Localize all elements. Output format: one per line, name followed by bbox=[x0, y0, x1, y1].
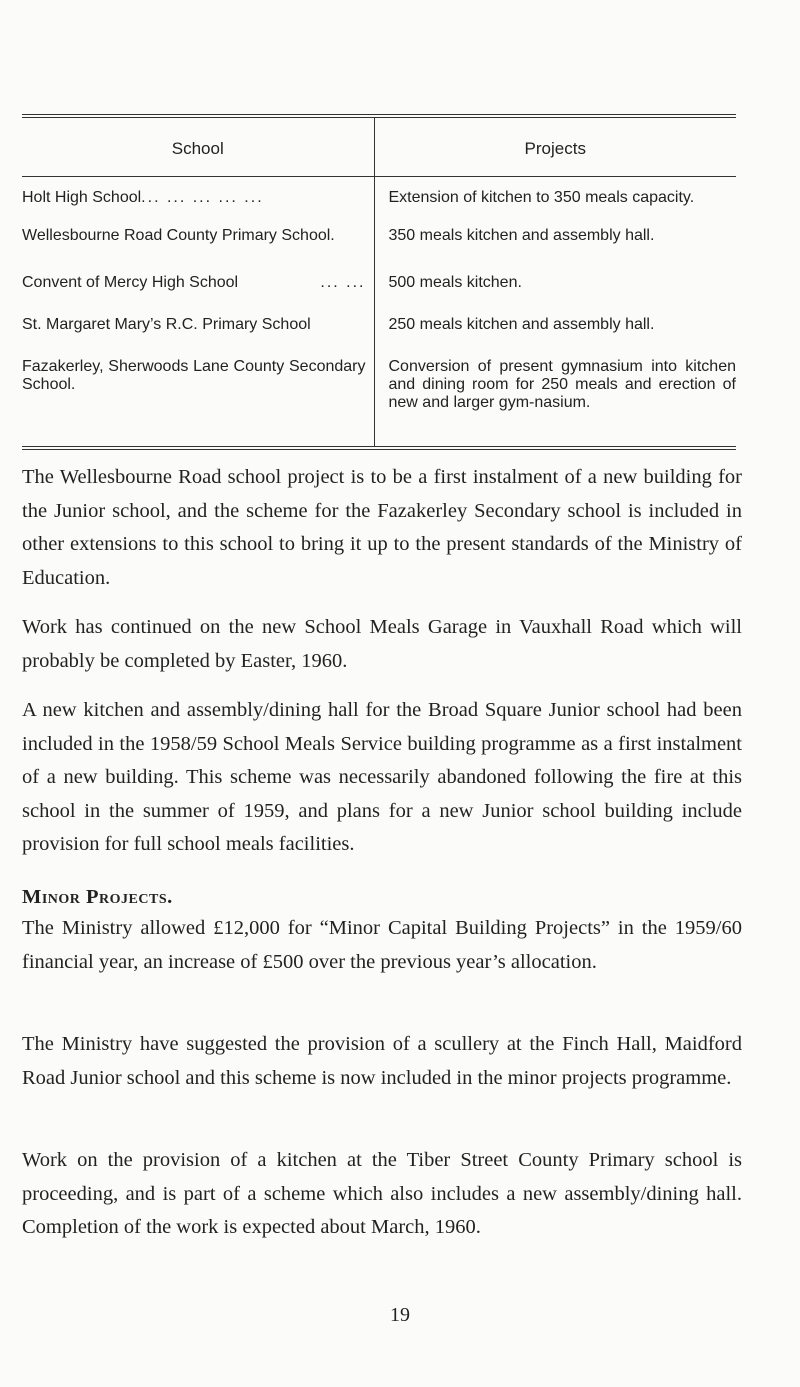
school-cell: Fazakerley, Sherwoods Lane County Secondary School. bbox=[22, 358, 374, 446]
school-cell: St. Margaret Mary’s R.C. Primary School bbox=[22, 316, 374, 358]
school-name: Holt High School bbox=[22, 189, 142, 206]
projects-table bbox=[22, 114, 736, 450]
project-cell: Conversion of present gymnasium into kitchen and dining room for 250 meals and erection of new and larger gym-nasium. bbox=[388, 358, 736, 411]
paragraph: Work has continued on the new School Meals Garage in Vauxhall Road which will probably be completed by Easter, 1960. bbox=[22, 616, 742, 672]
table-row bbox=[22, 274, 736, 316]
paragraph: The Ministry have suggested the provision of a scullery at the Finch Hall, Maidford Road Junior school and this scheme is now included in the minor projects programme. bbox=[22, 1033, 742, 1089]
section-heading: Minor Projects. bbox=[22, 886, 173, 908]
table-bottom-rule bbox=[22, 446, 736, 450]
project-cell: Extension of kitchen to 350 meals capacity. bbox=[388, 189, 695, 206]
table-header-row bbox=[22, 118, 736, 177]
dot-leader: ... ... bbox=[320, 274, 366, 291]
school-name: Convent of Mercy High School bbox=[22, 274, 239, 291]
table-row bbox=[22, 177, 736, 228]
project-cell: 500 meals kitchen. bbox=[388, 274, 522, 291]
table-row bbox=[22, 227, 736, 274]
school-cell bbox=[22, 274, 366, 292]
paragraph: Work on the provision of a kitchen at the Tiber Street County Primary school is proceeding, and is part of a scheme which also includes a new assembly/dining hall. Completion of the work is expected about March, 1960. bbox=[22, 1149, 742, 1239]
dot-leader: ... ... ... ... ... bbox=[141, 189, 264, 206]
school-cell bbox=[22, 189, 366, 207]
paragraph: The Wellesbourne Road school project is to be a first instalment of a new building for the Junior school, and the scheme for the Fazakerley Secondary school is included in other extensions to this school to bring it up to the present standards of the Ministry of Education. bbox=[22, 466, 742, 589]
page-number: 19 bbox=[390, 1304, 410, 1326]
paragraph: A new kitchen and assembly/dining hall for the Broad Square Junior school had been included in the 1958/59 School Meals Service building programme as a first instalment of a new building. This scheme was necessarily abandoned following the fire at this school in the summer of 1959, and plans for a new Junior school building include provision for full school meals facilities. bbox=[22, 699, 742, 856]
paragraph: The Ministry allowed £12,000 for “Minor Capital Building Projects” in the 1959/60 financial year, an increase of £500 over the previous year’s allocation. bbox=[22, 917, 742, 973]
project-cell: 350 meals kitchen and assembly hall. bbox=[388, 227, 655, 244]
project-cell: 250 meals kitchen and assembly hall. bbox=[388, 316, 655, 333]
table-row bbox=[22, 316, 736, 358]
table-row bbox=[22, 358, 736, 446]
header-projects: Projects bbox=[374, 118, 736, 177]
header-school: School bbox=[22, 118, 374, 177]
school-cell: Wellesbourne Road County Primary School. bbox=[22, 227, 374, 274]
